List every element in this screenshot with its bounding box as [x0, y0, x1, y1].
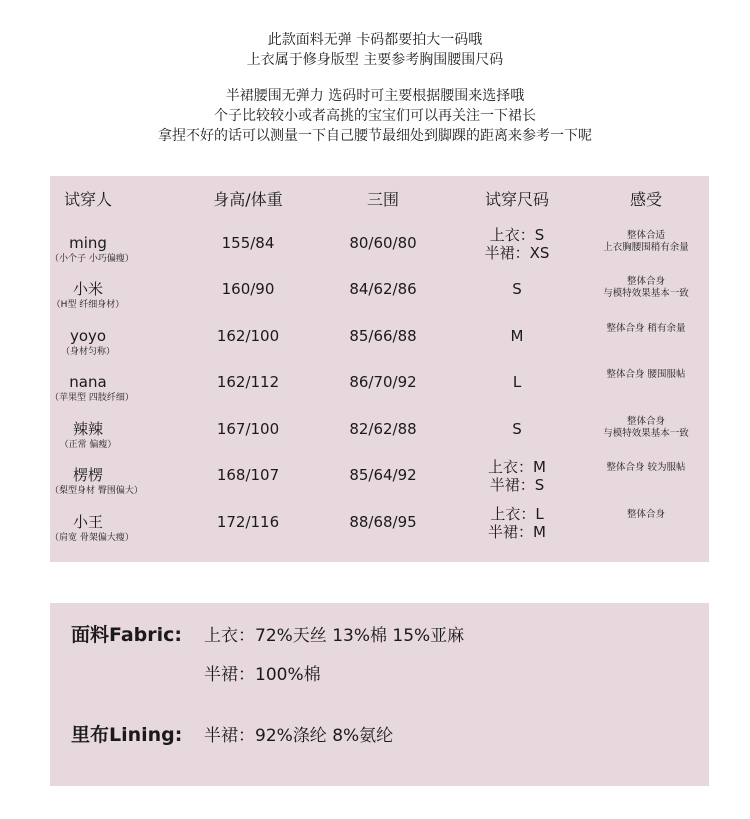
- tester-cell: [50, 420, 126, 451]
- tester-name: 小王: [72, 513, 103, 531]
- tester-name: 小米: [72, 280, 103, 298]
- tester-cell: [50, 466, 143, 497]
- tester-note: （身材匀称）: [60, 347, 115, 357]
- measurements: 84/62/86: [349, 280, 417, 298]
- tester-name: 楞楞: [72, 466, 103, 484]
- feeling-text: 整体合身 腰围服帖: [606, 369, 686, 380]
- fabric-label: 面料Fabric:: [71, 624, 183, 646]
- feeling-cell: [588, 230, 704, 254]
- feeling-text: 整体合身 稍有余量: [606, 323, 686, 334]
- tester-note: （小个子 小巧偏瘦）: [50, 254, 134, 264]
- measurements: 85/64/92: [349, 466, 417, 484]
- size-value: 上衣：L: [490, 505, 544, 523]
- feeling-text: 整体合适: [626, 230, 665, 241]
- tester-cell: [50, 234, 134, 265]
- tester-note: （正常 偏瘦）: [59, 440, 117, 450]
- feeling-text: 上衣胸腰围稍有余量: [603, 242, 689, 253]
- measurements: 86/70/92: [349, 373, 417, 391]
- size-value: 半裙：S: [489, 476, 545, 494]
- size-value: M: [510, 327, 524, 345]
- size-cell: [462, 327, 572, 345]
- height-weight: 155/84: [221, 234, 275, 252]
- size-value: S: [512, 280, 522, 298]
- measurements: 88/68/95: [349, 513, 417, 531]
- feeling-cell: [588, 509, 704, 521]
- tester-note: （苹果型 四肢纤细）: [50, 393, 134, 403]
- fabric-info-panel: [50, 603, 709, 786]
- tester-note: （梨型身材 臀围偏大）: [50, 486, 143, 496]
- intro-line: 半裙腰围无弹力 选码时可主要根据腰围来选择哦: [225, 88, 525, 104]
- feeling-text: 整体合身: [626, 416, 665, 427]
- tester-name: nana: [69, 373, 107, 391]
- fabric-top-composition: 上衣：72%天丝 13%棉 15%亚麻: [204, 626, 465, 646]
- tester-cell: [50, 513, 134, 544]
- size-cell: [462, 420, 572, 438]
- height-weight: 168/107: [216, 466, 280, 484]
- size-cell: [462, 280, 572, 298]
- header-measurements: 三围: [366, 190, 399, 209]
- size-cell: [462, 505, 572, 541]
- header-size: 试穿尺码: [484, 190, 549, 209]
- header-feeling: 感受: [629, 190, 662, 209]
- tester-note: （肩宽 骨架偏大瘦）: [50, 533, 134, 543]
- tester-cell: [50, 280, 126, 311]
- size-value: 半裙：M: [488, 523, 546, 541]
- size-value: 上衣：S: [489, 226, 545, 244]
- feeling-text: 与模特效果基本一致: [603, 428, 689, 439]
- intro-line: 此款面料无弹 卡码都要拍大一码哦: [267, 32, 483, 48]
- lining-skirt-composition: 半裙：92%涤纶 8%氨纶: [204, 726, 394, 746]
- measurements: 82/62/88: [349, 420, 417, 438]
- feeling-cell: [588, 369, 704, 381]
- tester-note: （H型 纤细身材）: [51, 300, 125, 310]
- lining-label: 里布Lining:: [71, 724, 183, 746]
- intro-line: 拿捏不好的话可以测量一下自己腰节最细处到脚踝的距离来参考一下呢: [158, 128, 592, 144]
- size-value: 上衣：M: [488, 458, 546, 476]
- size-cell: [462, 458, 572, 494]
- tester-cell: [50, 373, 134, 404]
- measurements: 85/66/88: [349, 327, 417, 345]
- height-weight: 162/100: [216, 327, 280, 345]
- intro-paragraph-1: [0, 30, 750, 70]
- intro-line: 上衣属于修身版型 主要参考胸围腰围尺码: [246, 52, 504, 68]
- tester-name: yoyo: [69, 327, 107, 345]
- fabric-skirt-composition: 半裙：100%棉: [204, 665, 321, 685]
- feeling-text: 整体合身 较为服帖: [606, 462, 686, 473]
- size-value: S: [512, 420, 522, 438]
- height-weight: 172/116: [216, 513, 280, 531]
- size-table: [50, 176, 709, 562]
- feeling-cell: [588, 416, 704, 440]
- feeling-text: 与模特效果基本一致: [603, 288, 689, 299]
- intro-paragraph-2: [0, 86, 750, 146]
- header-tester: 试穿人: [63, 190, 112, 209]
- height-weight: 162/112: [216, 373, 280, 391]
- feeling-text: 整体合身: [626, 509, 665, 520]
- size-cell: [462, 226, 572, 262]
- header-height-weight: 身高/体重: [213, 190, 283, 209]
- tester-name: 辣辣: [72, 420, 103, 438]
- tester-name: ming: [69, 234, 107, 252]
- feeling-text: 整体合身: [626, 276, 665, 287]
- height-weight: 167/100: [216, 420, 280, 438]
- tester-cell: [50, 327, 126, 358]
- feeling-cell: [588, 462, 704, 474]
- size-value: L: [512, 373, 522, 391]
- size-cell: [462, 373, 572, 391]
- feeling-cell: [588, 323, 704, 335]
- size-value: 半裙：XS: [484, 244, 550, 262]
- measurements: 80/60/80: [349, 234, 417, 252]
- intro-line: 个子比较较小或者高挑的宝宝们可以再关注一下裙长: [214, 108, 536, 124]
- height-weight: 160/90: [221, 280, 275, 298]
- feeling-cell: [588, 276, 704, 300]
